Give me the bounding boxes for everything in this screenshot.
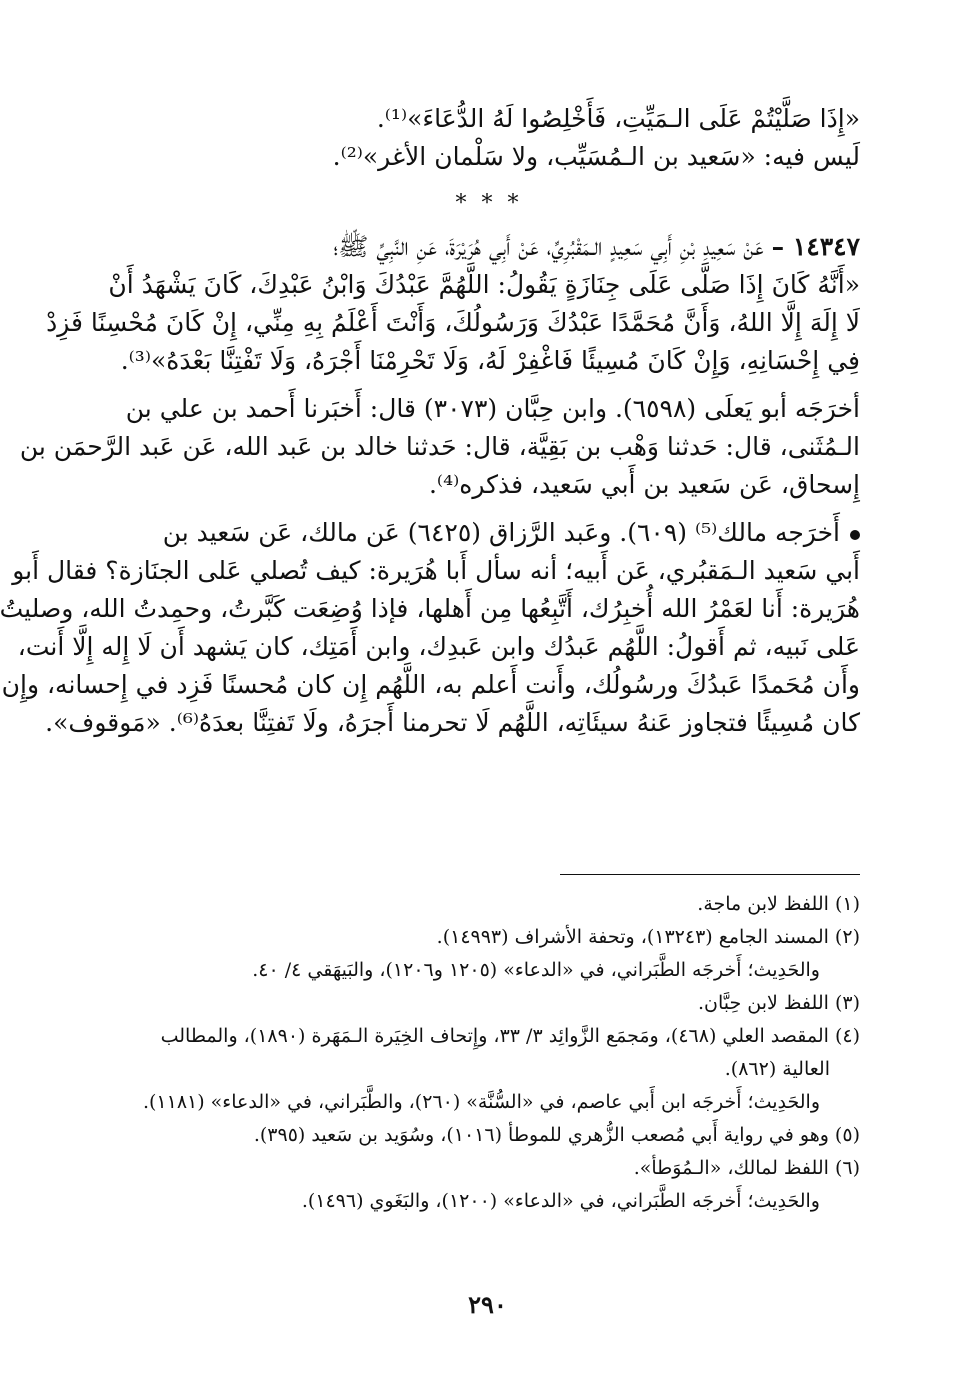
text-line: فِي إِحْسَانِهِ، وَإِنْ كَانَ مُسِيئًا فَاغْفِرْ لَهُ، وَلَا تَحْرِمْنَا أَجْرَهُ، وَلَا تَفْتِنَّا بَعْدَهُ»⁽³⁾.: [120, 346, 860, 375]
text-line: أَخرَجه مالك⁽⁵⁾ (٦٠٩). وعَبد الرَّزاق (٦٤٢٥) عَن مالك، عَن سَعيد بن: [162, 518, 840, 547]
previous-hadith-ending: [118, 100, 860, 176]
footnote-3: (٣) اللفظ لابن حِبَّان.: [697, 992, 860, 1014]
text-line: كان مُسِيئًا فتجاوز عَنهُ سيئَاتِه، اللَّهُم لَا تحرمنا أَجرَهُ، ولَا تَفتِنَّا بعدَهُ⁽⁶⁾. «مَوقوف».: [45, 708, 860, 737]
footnote-6-hadith: والحَدِيث؛ أَخرجَه الطَّبَراني، في «الدعاء» (١٢٠٠)، والبَغَوي (١٤٩٦).: [301, 1190, 820, 1212]
bullet-icon: [850, 530, 860, 540]
text-line: الـمُثَنى، قال: حَدثنا وَهْب بن بَقِيَّة، قال: حَدثنا خالد بن عَبد الله، عَن عَبد الرَّحمَن بن: [19, 432, 860, 461]
page-number: ٢٩٠: [468, 1290, 507, 1319]
text-line: عَلى نَبيه، ثم أَقولُ: اللَّهُم عَبدُك وابن عَبدِك، وابن أَمَتِك، كان يَشهد أَن لَا إِله إِلَّا أَنت،: [17, 632, 860, 661]
text-line: وأَن مُحَمدًا عَبدُكَ ورسُولُك، وأَنت أَعلم به، اللَّهُم إِن كان مُحسنًا فَزِد في إِحسانه، وإِن: [1, 670, 860, 699]
takhrij-paragraph: [19, 390, 860, 504]
text-line: «أَنَّهُ كَانَ إِذَا صَلَّى عَلَى جِنَازَةٍ يَقُولُ: اللَّهُمَّ عَبْدُكَ وَابْنُ عَبْدِكَ، كَانَ يَشْهَدُ أَنْ: [108, 270, 860, 299]
footnote-4-continued: العالية (٨٦٢).: [724, 1058, 830, 1080]
text-line: إِسحاق، عَن سَعيد بن أَبي سَعيد، فذكره⁽⁴⁾.: [428, 470, 860, 499]
text-line: لَيس فيه: «سَعيد بن الـمُسَيِّب، ولا سَلْمان الأغر»⁽²⁾.: [332, 142, 860, 171]
footnote-divider: [560, 874, 860, 875]
text-line: هُرَيرة: أَنا لعَمْرُ الله أُخبِرُك، أَتَّبِعُها مِن أَهلها، فإذا وُضِعَت كَبَّرتُ، وحمِدتُ الله، وصليتُ: [0, 594, 860, 623]
footnote-2-hadith: والحَدِيث؛ أَخرجَه الطَّبَراني، في «الدعاء» (١٢٠٥ و١٢٠٦)، والبَيهَقي ٤/ ٤٠.: [252, 959, 820, 981]
footnote-6: (٦) اللفظ لمالك، «الـمُوَطأ».: [633, 1157, 860, 1179]
section-separator: * * *: [455, 191, 523, 216]
malik-paragraph: [0, 514, 860, 742]
footnotes: [118, 888, 860, 1218]
footnote-5: (٥) وهو في رواية أَبي مُصعب الزُّهري للموطأ (١٠١٦)، وسُوَيد بن سَعيد (٣٩٥).: [253, 1124, 860, 1146]
text-line: أَبي سَعيد الـمَقبُري، عَن أَبيه؛ أنه سأل أَبا هُرَيرة: كيف تُصلي عَلى الجنَازة؟ فقال أَبو: [12, 556, 860, 585]
hadith-first-line: [118, 228, 860, 266]
main-text: [0, 100, 860, 752]
footnote-2: (٢) المسند الجامع (١٣٢٤٣)، وتحفة الأشراف (١٤٩٩٣).: [436, 926, 860, 948]
footnote-4: (٤) المقصد العلي (٤٦٨)، ومَجمَع الزَّوائِد ٣/ ٣٣، وإِتحاف الخِيَرة الـمَهَرة (١٨٩٠)، والمطالب: [160, 1025, 860, 1047]
text-line: عَنْ سَعِيدِ بْنِ أَبِي سَعِيدٍ الـمَقْبُرِيِّ، عَنْ أَبِي هُرَيْرَةَ، عَنِ النَّبِيِّ ﷺ؛: [333, 232, 764, 261]
hadith-number: ١٤٣٤٧ –: [771, 232, 860, 261]
hadith-text: [46, 228, 860, 380]
footnote-1: (١) اللفظ لابن ماجة.: [697, 893, 860, 915]
text-line: لَا إِلَهَ إِلَّا اللهُ، وَأَنَّ مُحَمَّدًا عَبْدُكَ وَرَسُولُكَ، وَأَنْتَ أَعْلَمُ بِهِ مِنِّي، إِنْ كَانَ مُحْسِنًا فَزِدْ: [46, 308, 860, 337]
text-line: «إِذَا صَلَّيْتُمْ عَلَى الـمَيِّتِ، فَأَخْلِصُوا لَهُ الدُّعَاءَ»⁽¹⁾.: [376, 104, 860, 133]
text-line: أخرَجَه أبو يَعلَى (٦٥٩٨). وابن حِبَّان (٣٠٧٣) قال: أَخبَرنا أَحمد بن علي بن: [125, 394, 860, 423]
malik-first-line: [118, 514, 860, 552]
footnote-4-hadith: والحَدِيث؛ أَخرجَه ابن أَبي عاصم، في «السُّنَّة» (٢٦٠)، والطَّبَراني، في «الدعاء» (١١٨١).: [142, 1091, 820, 1113]
